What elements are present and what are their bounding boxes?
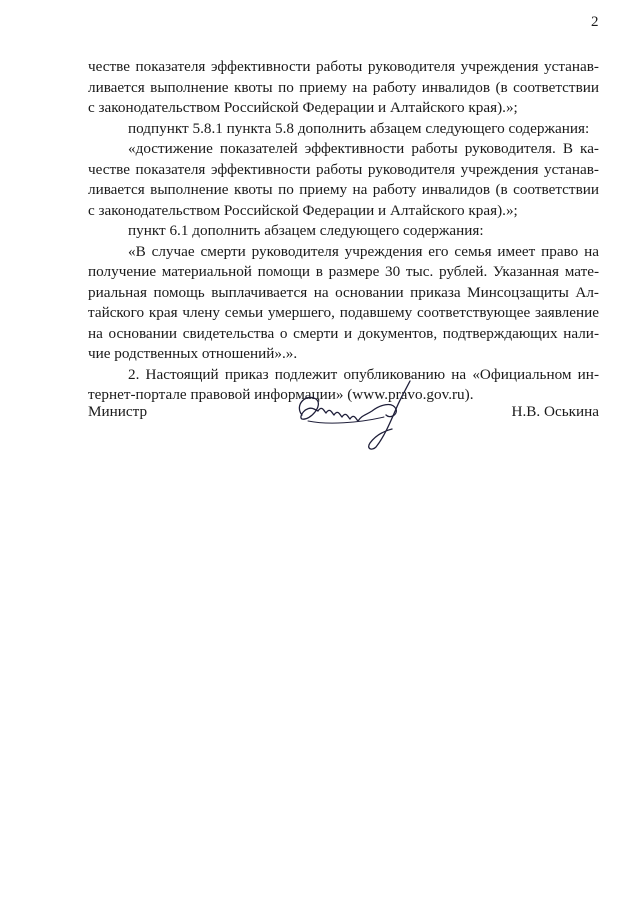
text-line: тайского края члену семьи умершего, подавшему соответствующее заявление: [88, 304, 599, 321]
handwritten-signature: [288, 375, 428, 455]
page-number: 2: [591, 14, 599, 30]
text-line: «достижение показателей эффективности работы руководителя. В ка-: [128, 140, 599, 157]
paragraph-continuation: [88, 57, 599, 119]
text-line: пункт 6.1 дополнить абзацем следующего содержания:: [128, 222, 484, 239]
text-line: на основании свидетельства о смерти и документов, подтверждающих нали-: [88, 324, 599, 342]
document-body: [88, 57, 599, 406]
text-line: чие родственных отношений».».: [88, 345, 298, 362]
text-line: подпункт 5.8.1 пункта 5.8 дополнить абзацем следующего содержания:: [128, 119, 590, 137]
signer-role: Министр: [88, 403, 148, 420]
signature-block: [88, 375, 599, 455]
text-line: «В случае смерти руководителя учреждения его семья имеет право на: [128, 242, 599, 260]
paragraph-quote-performance: [88, 139, 599, 221]
text-line: честве показателя эффективности работы руководителя учреждения устанав-: [88, 160, 599, 178]
text-line: тернет-портале правовой информации» (www.pravo.gov.ru).: [88, 386, 474, 403]
text-line: риальная помощь выплачивается на основании приказа Минсоцзащиты Ал-: [88, 283, 599, 301]
paragraph-point-6-1: [88, 221, 599, 242]
text-line: с законодательством Российской Федерации и Алтайского края).»;: [88, 201, 518, 219]
text-line: 2. Настоящий приказ подлежит опубликованию на «Официальном ин-: [128, 365, 599, 383]
signer-name: Н.В. Оськина: [511, 403, 599, 420]
text-line: с законодательством Российской Федерации и Алтайского края).»;: [88, 99, 518, 116]
text-line: получение материальной помощи в размере 30 тыс. рублей. Указанная мате-: [88, 263, 599, 280]
text-line: честве показателя эффективности работы руководителя учреждения устанав-: [88, 58, 599, 75]
text-line: ливается выполнение квоты по приему на работу инвалидов (в соответствии: [88, 78, 599, 96]
text-line: ливается выполнение квоты по приему на работу инвалидов (в соответствии: [88, 181, 599, 198]
paragraph-quote-material-aid: [88, 242, 599, 365]
paragraph-subpoint-5-8-1: [88, 119, 599, 140]
